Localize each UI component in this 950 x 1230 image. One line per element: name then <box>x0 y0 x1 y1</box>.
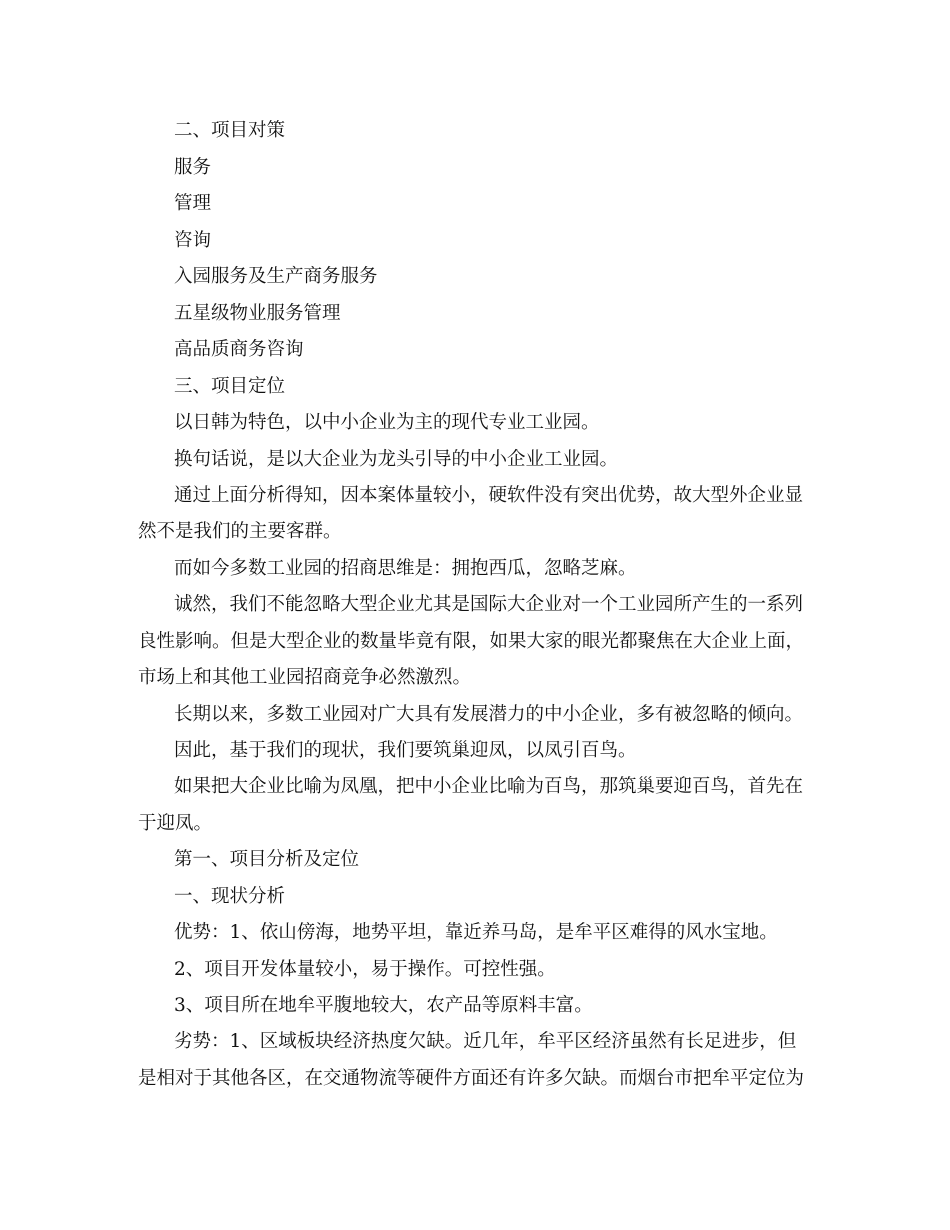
text-line: 如果把大企业比喻为凤凰，把中小企业比喻为百鸟，那筑巢要迎百鸟，首先在 <box>174 776 804 797</box>
text-line: 以日韩为特色，以中小企业为主的现代专业工业园。 <box>174 412 600 433</box>
text-line: 咨询 <box>174 230 212 251</box>
text-line: 是相对于其他各区，在交通物流等硬件方面还有许多欠缺。而烟台市把牟平定位为 <box>138 1068 805 1089</box>
text-line: 通过上面分析得知，因本案体量较小，硬软件没有突出优势，故大型外企业显 <box>174 485 804 506</box>
text-line: 五星级物业服务管理 <box>174 303 341 324</box>
text-line: 3、项目所在地牟平腹地较大，农产品等原料丰富。 <box>174 995 593 1016</box>
text-line: 高品质商务咨询 <box>174 339 304 360</box>
text-line: 然不是我们的主要客群。 <box>138 521 342 542</box>
heading-project-analysis: 第一、项目分析及定位 <box>174 849 360 870</box>
heading-project-positioning: 三、项目定位 <box>174 376 286 397</box>
text-line: 服务 <box>174 157 212 178</box>
heading-project-strategy: 二、项目对策 <box>174 120 286 141</box>
heading-status-analysis: 一、现状分析 <box>174 886 286 907</box>
text-line: 2、项目开发体量较小，易于操作。可控性强。 <box>174 959 556 980</box>
text-line: 入园服务及生产商务服务 <box>174 266 378 287</box>
text-line: 市场上和其他工业园招商竞争必然激烈。 <box>138 667 472 688</box>
text-line: 而如今多数工业园的招商思维是：拥抱西瓜，忽略芝麻。 <box>174 558 637 579</box>
text-line: 优势：1、依山傍海，地势平坦，靠近养马岛，是牟平区难得的风水宝地。 <box>174 922 778 943</box>
text-line: 诚然，我们不能忽略大型企业尤其是国际大企业对一个工业园所产生的一系列 <box>174 594 804 615</box>
text-line: 长期以来，多数工业园对广大具有发展潜力的中小企业，多有被忽略的倾向。 <box>174 704 804 725</box>
text-line: 于迎凤。 <box>138 813 213 834</box>
text-line: 劣势：1、区域板块经济热度欠缺。近几年，牟平区经济虽然有长足进步，但 <box>174 1031 797 1052</box>
text-line: 良性影响。但是大型企业的数量毕竟有限，如果大家的眼光都聚焦在大企业上面， <box>138 631 805 652</box>
text-line: 因此，基于我们的现状，我们要筑巢迎凤，以凤引百鸟。 <box>174 740 637 761</box>
text-line: 管理 <box>174 193 212 214</box>
text-line: 换句话说，是以大企业为龙头引导的中小企业工业园。 <box>174 449 619 470</box>
